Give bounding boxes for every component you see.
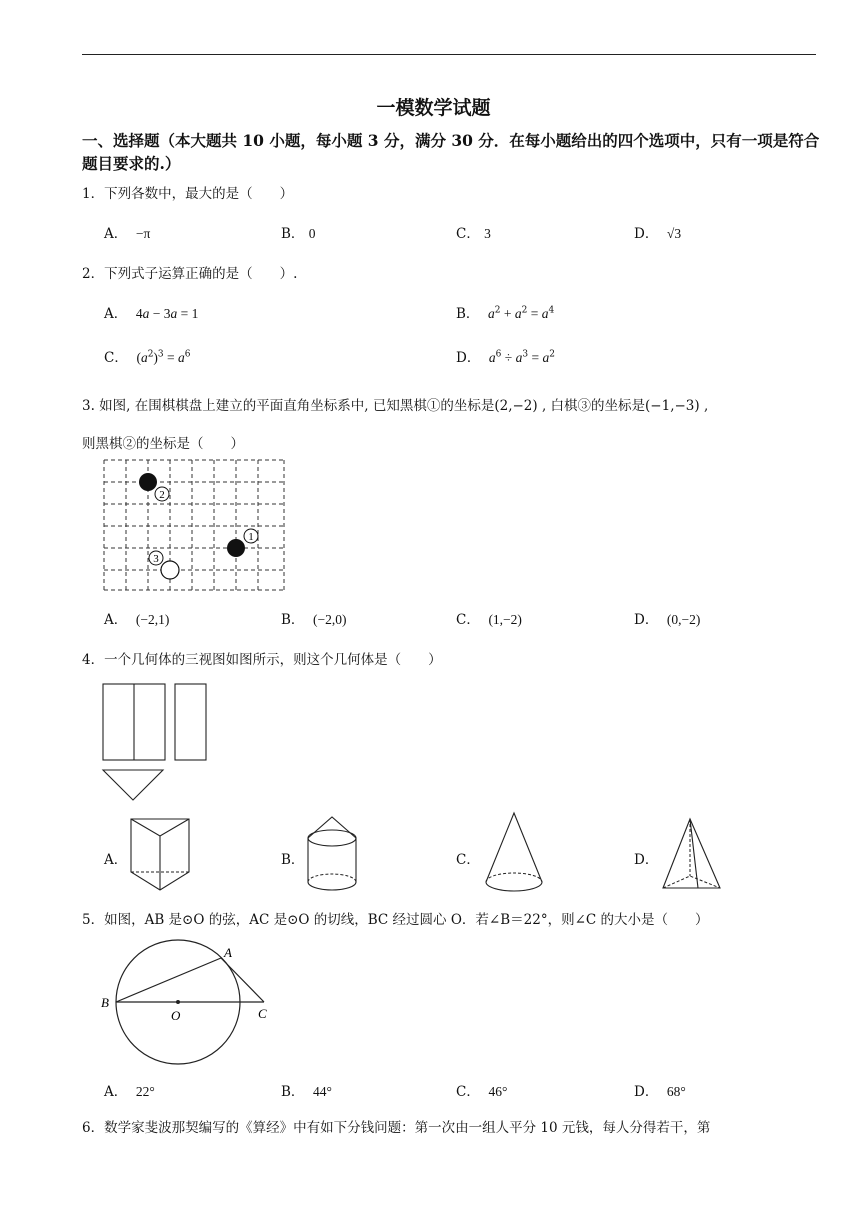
q3-option-b: B． (−2,0) (281, 612, 347, 628)
q2-option-c: C． $(a^2)^3 = a^6$ (104, 349, 191, 366)
three-views-figure (100, 682, 212, 804)
section-heading: 一、选择题（本大题共 10 小题，每小题 3 分，满分 30 分．在每小题给出的四个选项中，只有一项是符合题目要求的.） (82, 131, 820, 173)
black-stone-1 (227, 539, 245, 557)
q2-option-a: A． 4a − 3a = 1 (104, 306, 199, 322)
stone-label-1: 1 (248, 531, 254, 543)
q5-option-a: A． 22° (104, 1084, 155, 1100)
label-a: A (224, 945, 232, 960)
q4-option-b-cylinder-cone (302, 814, 362, 894)
stone-label-2: 2 (159, 489, 165, 501)
question-6-stem: 6．数学家斐波那契编写的《算经》中有如下分钱问题：第一次由一组人平分 10 元钱，每人分得若干，第 (82, 1120, 711, 1136)
label-c: C (258, 1006, 267, 1021)
q2-option-b: B． $a^2 + a^2 = a^4$ (456, 305, 555, 322)
page-title: 一模数学试题 (376, 97, 491, 119)
question-1-stem: 1．下列各数中，最大的是（ ） (82, 186, 294, 202)
q2-option-d: D． $a^6 \div a^3 = a^2$ (456, 349, 555, 366)
circle-tangent-figure (98, 940, 288, 1075)
header-rule (82, 54, 816, 55)
top-view (103, 770, 163, 800)
question-2-stem: 2．下列式子运算正确的是（ ）. (82, 266, 298, 282)
q1-option-b: B． 0 (281, 226, 316, 242)
q1-option-c: C． 3 (456, 226, 491, 242)
question-4-stem: 4．一个几何体的三视图如图所示，则这个几何体是（ ） (82, 652, 442, 668)
q5-option-b: B． 44° (281, 1084, 332, 1100)
side-view (175, 684, 206, 760)
q5-option-c: C． 46° (456, 1084, 508, 1100)
question-5-stem: 5．如图，AB 是⊙O 的弦，AC 是⊙O 的切线，BC 经过圆心 O．若∠B＝22°，则∠C 的大小是（ ） (82, 912, 709, 928)
question-3-stem-line2: 则黑棋②的坐标是（ ） (82, 436, 244, 452)
q4-option-a-label: A． (104, 852, 128, 868)
black-stone-2 (139, 473, 157, 491)
label-o: O (171, 1008, 181, 1023)
q1-option-a: A． −π (104, 226, 151, 242)
q4-option-d-label: D． (634, 852, 659, 868)
white-stone-3 (161, 561, 179, 579)
q4-option-b-label: B． (281, 852, 305, 868)
q5-option-d: D． 68° (634, 1084, 686, 1100)
q3-option-c: C． (1,−2) (456, 612, 522, 628)
q4-option-c-cone (482, 810, 546, 898)
q4-option-d-pyramid (660, 816, 724, 894)
question-3-stem-line1: 3. 如图, 在围棋棋盘上建立的平面直角坐标系中, 已知黑棋①的坐标是(2,−2) , 白棋③的坐标是(−1,−3) , (82, 398, 709, 414)
q3-option-a: A． (−2,1) (104, 612, 170, 628)
stone-label-3: 3 (153, 553, 159, 565)
q4-option-c-label: C． (456, 852, 480, 868)
go-board-figure (100, 458, 290, 593)
q3-option-d: D． (0,−2) (634, 612, 701, 628)
q4-option-a-prism (128, 816, 192, 894)
label-b: B (101, 995, 109, 1010)
q1-option-d: D． √3 (634, 226, 682, 242)
